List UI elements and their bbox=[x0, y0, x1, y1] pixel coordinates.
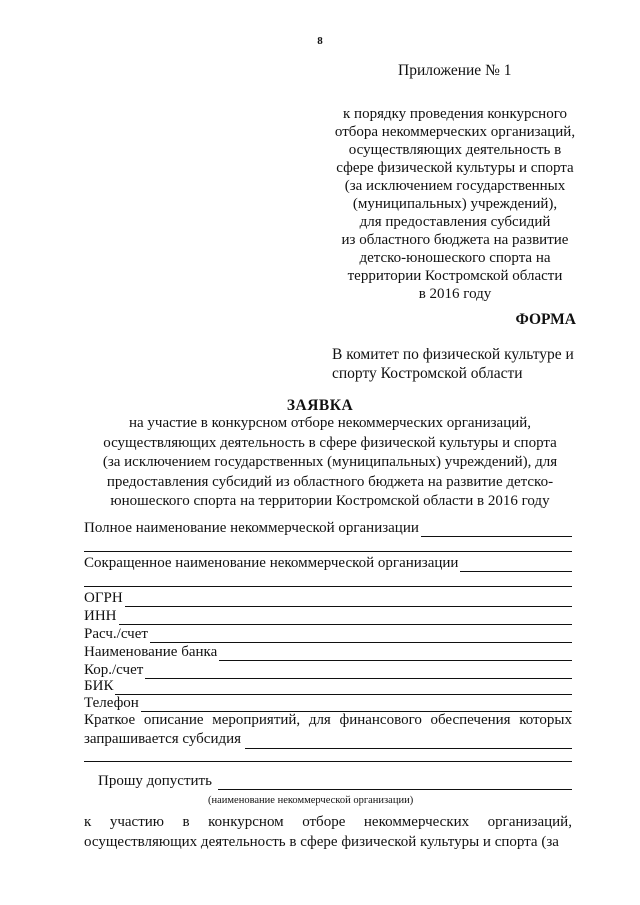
description-word: финансового bbox=[339, 712, 422, 728]
account-input-line[interactable] bbox=[150, 628, 572, 643]
description-word: описание bbox=[143, 712, 204, 728]
full-name-continuation-line[interactable] bbox=[84, 551, 572, 552]
description-word: которых bbox=[519, 712, 572, 728]
subtitle-line: на участие в конкурсном отборе некоммерческих организаций, bbox=[128, 415, 532, 431]
phone-field bbox=[84, 693, 572, 712]
organization-name-caption: (наименование некоммерческой организации) bbox=[208, 795, 414, 806]
account-field bbox=[84, 624, 572, 643]
phone-input-line[interactable] bbox=[141, 697, 572, 712]
document-title: ЗАЯВКА bbox=[286, 397, 354, 414]
body-line bbox=[84, 812, 572, 832]
description-label-end: запрашивается субсидия bbox=[84, 731, 242, 747]
description-field bbox=[84, 711, 572, 749]
description-input-line[interactable] bbox=[245, 734, 572, 749]
appendix-line: в 2016 году bbox=[418, 286, 492, 302]
body-word: организаций, bbox=[487, 814, 572, 830]
short-name-field bbox=[84, 553, 572, 572]
corr-account-label: Кор./счет bbox=[84, 662, 144, 678]
description-word: мероприятий, bbox=[212, 712, 301, 728]
request-field bbox=[98, 773, 572, 790]
description-input-row bbox=[84, 730, 572, 749]
page-number: 8 bbox=[317, 35, 323, 47]
short-name-continuation-line[interactable] bbox=[84, 586, 572, 587]
account-label: Расч./счет bbox=[84, 626, 148, 642]
appendix-line: (за исключением государственных bbox=[344, 178, 566, 194]
bank-field bbox=[84, 642, 572, 661]
addressee-line: спорту Костромской области bbox=[332, 365, 523, 382]
bank-label: Наименование банка bbox=[84, 644, 218, 660]
body-line: осуществляющих деятельность в сфере физической культуры и спорта (за bbox=[84, 834, 559, 850]
inn-label: ИНН bbox=[84, 608, 117, 624]
document-subtitle bbox=[80, 414, 580, 512]
description-word: для bbox=[308, 712, 331, 728]
appendix-line: детско-юношеского спорта на bbox=[359, 250, 551, 266]
body-word: отборе bbox=[302, 814, 346, 830]
body-word: участию bbox=[109, 814, 164, 830]
appendix-line: отбора некоммерческих организаций, bbox=[334, 124, 576, 140]
appendix-line: территории Костромской области bbox=[347, 268, 563, 284]
bik-label: БИК bbox=[84, 678, 114, 694]
body-word: к bbox=[84, 814, 92, 830]
form-label: ФОРМА bbox=[515, 311, 576, 328]
body-word: конкурсном bbox=[208, 814, 284, 830]
subtitle-line: предоставления субсидий из областного бюджета на развитие детско- bbox=[106, 473, 554, 490]
bank-input-line[interactable] bbox=[219, 646, 572, 661]
appendix-line: для предоставления субсидий bbox=[359, 214, 551, 230]
body-paragraph bbox=[84, 812, 572, 852]
description-label-line bbox=[84, 711, 572, 730]
appendix-title: Приложение № 1 bbox=[398, 62, 512, 79]
body-word: в bbox=[182, 814, 190, 830]
short-name-label: Сокращенное наименование некоммерческой организации bbox=[84, 555, 459, 571]
appendix-line: из областного бюджета на развитие bbox=[341, 232, 569, 248]
appendix-line: осуществляющих деятельность в bbox=[348, 142, 562, 158]
addressee-line: В комитет по физической культуре и bbox=[332, 346, 574, 363]
full-name-label: Полное наименование некоммерческой организации bbox=[84, 520, 419, 536]
description-word: Краткое bbox=[84, 712, 136, 728]
phone-label: Телефон bbox=[84, 695, 139, 711]
appendix-line: сфере физической культуры и спорта bbox=[336, 160, 574, 176]
inn-input-line[interactable] bbox=[119, 610, 573, 625]
ogrn-label: ОГРН bbox=[84, 590, 123, 606]
appendix-line: к порядку проведения конкурсного bbox=[343, 106, 567, 122]
ogrn-input-line[interactable] bbox=[125, 592, 572, 607]
body-word: некоммерческих bbox=[363, 814, 470, 830]
appendix-description bbox=[330, 105, 580, 303]
subtitle-line: (за исключением государственных (муниципальных) учреждений), для bbox=[102, 454, 558, 470]
addressee bbox=[332, 345, 574, 383]
subtitle-line: осуществляющих деятельность в сфере физической культуры и спорта bbox=[103, 434, 557, 451]
full-name-input-line[interactable] bbox=[421, 522, 572, 537]
description-word: обеспечения bbox=[430, 712, 511, 728]
request-label: Прошу допустить bbox=[98, 773, 212, 789]
description-continuation-line[interactable] bbox=[84, 761, 572, 762]
organization-name-input-line[interactable] bbox=[218, 775, 572, 790]
ogrn-field bbox=[84, 588, 572, 607]
inn-field bbox=[84, 606, 572, 625]
subtitle-line: юношеского спорта на территории Костромской области в 2016 году bbox=[110, 493, 550, 509]
full-name-field bbox=[84, 518, 572, 537]
appendix-line: (муниципальных) учреждений), bbox=[352, 196, 558, 212]
short-name-input-line[interactable] bbox=[460, 557, 572, 572]
